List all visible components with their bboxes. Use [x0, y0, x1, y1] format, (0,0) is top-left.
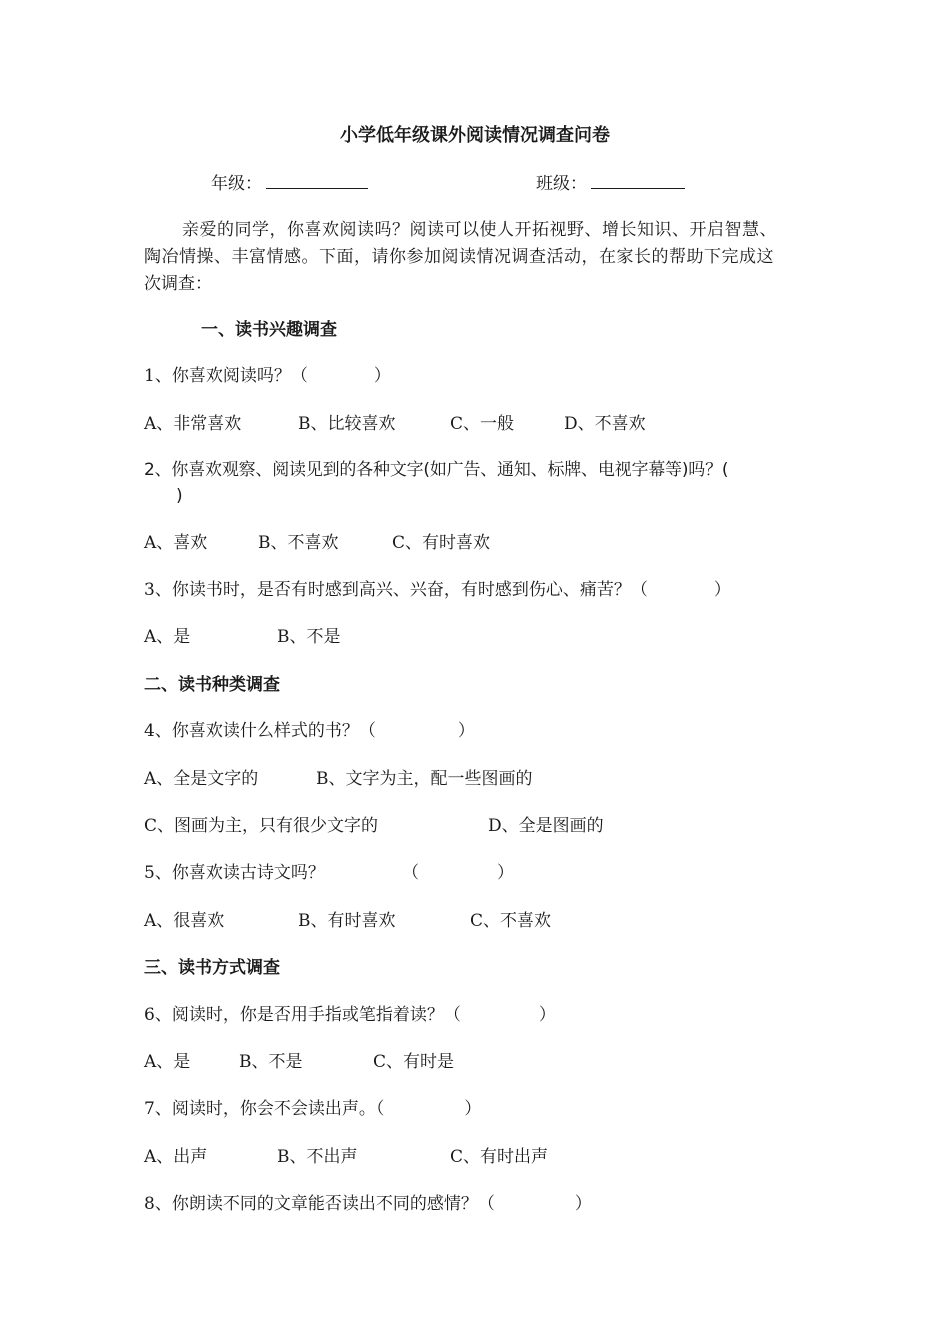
question-6-close: ）: [538, 1005, 556, 1025]
question-8-text: 8、你朗读不同的文章能否读出不同的感情？（: [144, 1194, 495, 1214]
q1-option-b: B、比较喜欢: [298, 414, 396, 434]
question-6: [144, 1003, 556, 1027]
q5-option-c: C、不喜欢: [470, 911, 552, 931]
question-5: [144, 861, 325, 885]
intro-line-2: 陶冶情操、丰富情感。下面，请你参加阅读情况调查活动，在家长的帮助下完成这: [144, 247, 774, 267]
q7-option-c: C、有时出声: [450, 1147, 549, 1167]
grade-blank[interactable]: [266, 172, 368, 189]
question-5-open: （: [402, 863, 419, 883]
question-6-text: 6、阅读时，你是否用手指或笔指着读？（: [144, 1005, 461, 1025]
q4-option-d: D、全是图画的: [488, 816, 604, 836]
section-heading-methods: 三、读书方式调查: [144, 958, 280, 978]
question-5-close: ）: [497, 863, 514, 883]
q4-option-a: A、全是文字的: [144, 769, 259, 789]
question-2-line-2: ): [176, 486, 183, 506]
q1-option-d: D、不喜欢: [564, 414, 646, 434]
question-8: [144, 1192, 592, 1216]
q2-option-a: A、喜欢: [144, 533, 208, 553]
question-1-text: 1、你喜欢阅读吗？（: [144, 366, 308, 386]
grade-field: [211, 172, 368, 196]
question-2-line-1: 2、你喜欢观察、阅读见到的各种文字(如广告、通知、标牌、电视字幕等)吗？(: [144, 460, 729, 480]
question-1-close: ）: [373, 366, 391, 386]
q6-option-c: C、有时是: [373, 1052, 455, 1072]
question-3-close: ）: [713, 580, 731, 600]
q7-option-a: A、出声: [144, 1147, 208, 1167]
q5-option-b: B、有时喜欢: [298, 911, 396, 931]
question-8-close: ）: [574, 1194, 592, 1214]
question-1: [144, 364, 391, 388]
question-3: [144, 578, 731, 602]
intro-line-3: 次调查：: [144, 274, 212, 294]
q2-option-c: C、有时喜欢: [392, 533, 491, 553]
q6-option-b: B、不是: [239, 1052, 303, 1072]
q5-option-a: A、很喜欢: [144, 911, 225, 931]
question-4-close: ）: [457, 721, 475, 741]
question-7-text: 7、阅读时，你会不会读出声。（: [144, 1099, 385, 1119]
intro-line-1: 亲爱的同学，你喜欢阅读吗？阅读可以使人开拓视野、增长知识、开启智慧、: [182, 220, 777, 240]
q6-option-a: A、是: [144, 1052, 191, 1072]
section-heading-types: 二、读书种类调查: [144, 675, 280, 695]
question-5-answer: [402, 861, 514, 885]
question-5-text: 5、你喜欢读古诗文吗？: [144, 863, 325, 883]
question-3-text: 3、你读书时，是否有时感到高兴、兴奋，有时感到伤心、痛苦？（: [144, 580, 648, 600]
question-4: [144, 719, 475, 743]
page-title: 小学低年级课外阅读情况调查问卷: [340, 125, 610, 146]
class-blank[interactable]: [591, 172, 685, 189]
class-field: [536, 172, 685, 196]
q7-option-b: B、不出声: [277, 1147, 358, 1167]
q2-option-b: B、不喜欢: [258, 533, 339, 553]
q3-option-b: B、不是: [277, 627, 341, 647]
q1-option-a: A、非常喜欢: [144, 414, 242, 434]
grade-label: 年级：: [211, 174, 262, 194]
q4-option-c: C、图画为主，只有很少文字的: [144, 816, 379, 836]
q4-option-b: B、文字为主，配一些图画的: [316, 769, 533, 789]
class-label: 班级：: [536, 174, 587, 194]
question-7-close: ）: [464, 1099, 482, 1119]
q3-option-a: A、是: [144, 627, 191, 647]
q1-option-c: C、一般: [450, 414, 515, 434]
question-7: [144, 1097, 481, 1121]
section-heading-interest: 一、读书兴趣调查: [201, 320, 337, 340]
question-4-text: 4、你喜欢读什么样式的书？（: [144, 721, 376, 741]
